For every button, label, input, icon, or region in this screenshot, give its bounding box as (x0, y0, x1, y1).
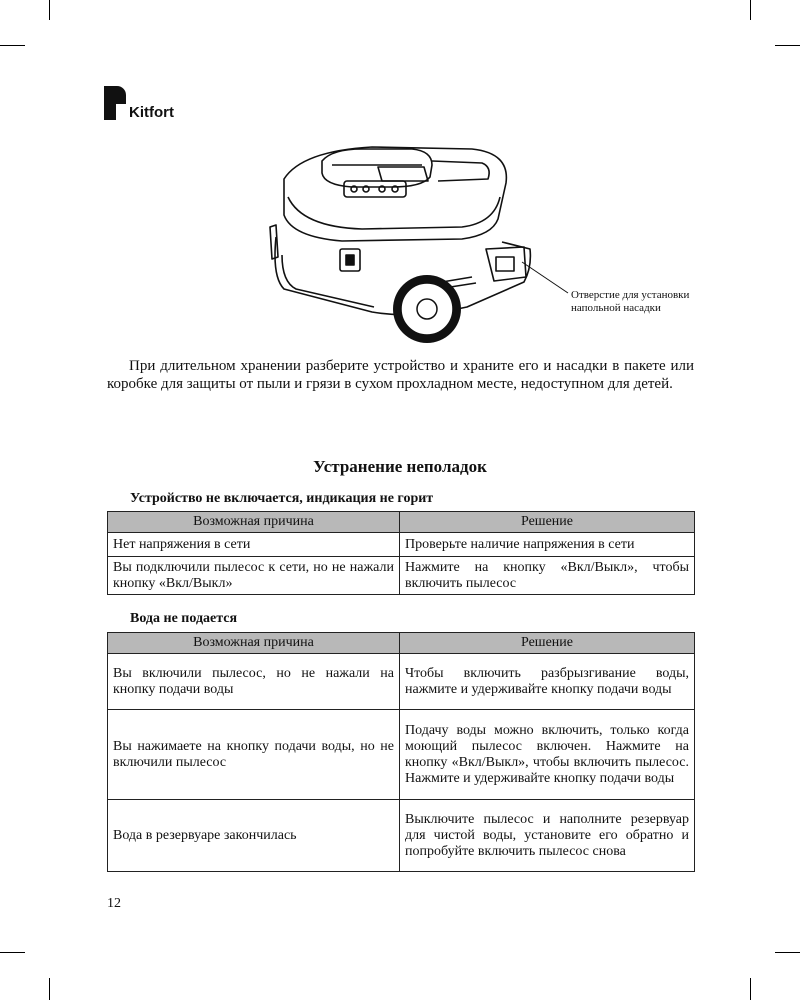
crop-mark (750, 978, 751, 1000)
problem-heading-no-water: Вода не подается (130, 611, 238, 626)
crop-mark (49, 978, 50, 1000)
cause-cell: Вы подключили пылесос к сети, но не нажали кнопку «Вкл/Выкл» (108, 557, 400, 595)
vacuum-cleaner-illustration (262, 137, 572, 347)
crop-mark (775, 952, 800, 953)
storage-paragraph: При длительном хранении разберите устройство и храните его и насадки в пакете или коробке для защиты от пыли и грязи в сухом прохладном месте, недоступном для детей. (107, 358, 694, 392)
nozzle-socket-callout: Отверстие для установки напольной насадки (571, 289, 690, 314)
column-header-solution: Решение (400, 633, 695, 654)
brand-logo (104, 84, 174, 121)
table-header-row (108, 512, 695, 533)
column-header-cause: Возможная причина (108, 633, 400, 654)
table-row (108, 710, 695, 800)
column-header-solution: Решение (400, 512, 695, 533)
cause-cell: Вы включили пылесос, но не нажали на кнопку подачи воды (108, 654, 400, 710)
page-number: 12 (107, 896, 121, 911)
table-row (108, 557, 695, 595)
solution-cell: Подачу воды можно включить, только когда моющий пылесос включен. Нажмите на кнопку «Вкл/Выкл», чтобы включить пылесос. Нажмите и удерживайте кнопку подачи воды (400, 710, 695, 800)
solution-cell: Проверьте наличие напряжения в сети (400, 533, 695, 557)
brand-name: Kitfort (129, 104, 174, 121)
crop-mark (775, 45, 800, 46)
problem-heading-no-power: Устройство не включается, индикация не горит (130, 491, 434, 506)
solution-cell: Выключите пылесос и наполните резервуар для чистой воды, установите его обратно и попробуйте включить пылесос снова (400, 800, 695, 872)
table-row (108, 654, 695, 710)
solution-cell: Нажмите на кнопку «Вкл/Выкл», чтобы включить пылесос (400, 557, 695, 595)
troubleshooting-table-no-power (107, 511, 695, 595)
table-row (108, 800, 695, 872)
troubleshooting-table-no-water (107, 632, 695, 872)
crop-mark (750, 0, 751, 20)
cause-cell: Нет напряжения в сети (108, 533, 400, 557)
section-title: Устранение неполадок (313, 457, 487, 476)
solution-cell: Чтобы включить разбрызгивание воды, нажмите и удерживайте кнопку подачи воды (400, 654, 695, 710)
cause-cell: Вода в резервуаре закончилась (108, 800, 400, 872)
crop-mark (0, 952, 25, 953)
crop-mark (0, 45, 25, 46)
column-header-cause: Возможная причина (108, 512, 400, 533)
cause-cell: Вы нажимаете на кнопку подачи воды, но не включили пылесос (108, 710, 400, 800)
crop-mark (49, 0, 50, 20)
table-header-row (108, 633, 695, 654)
kitfort-logo-icon (104, 86, 126, 120)
table-row (108, 533, 695, 557)
